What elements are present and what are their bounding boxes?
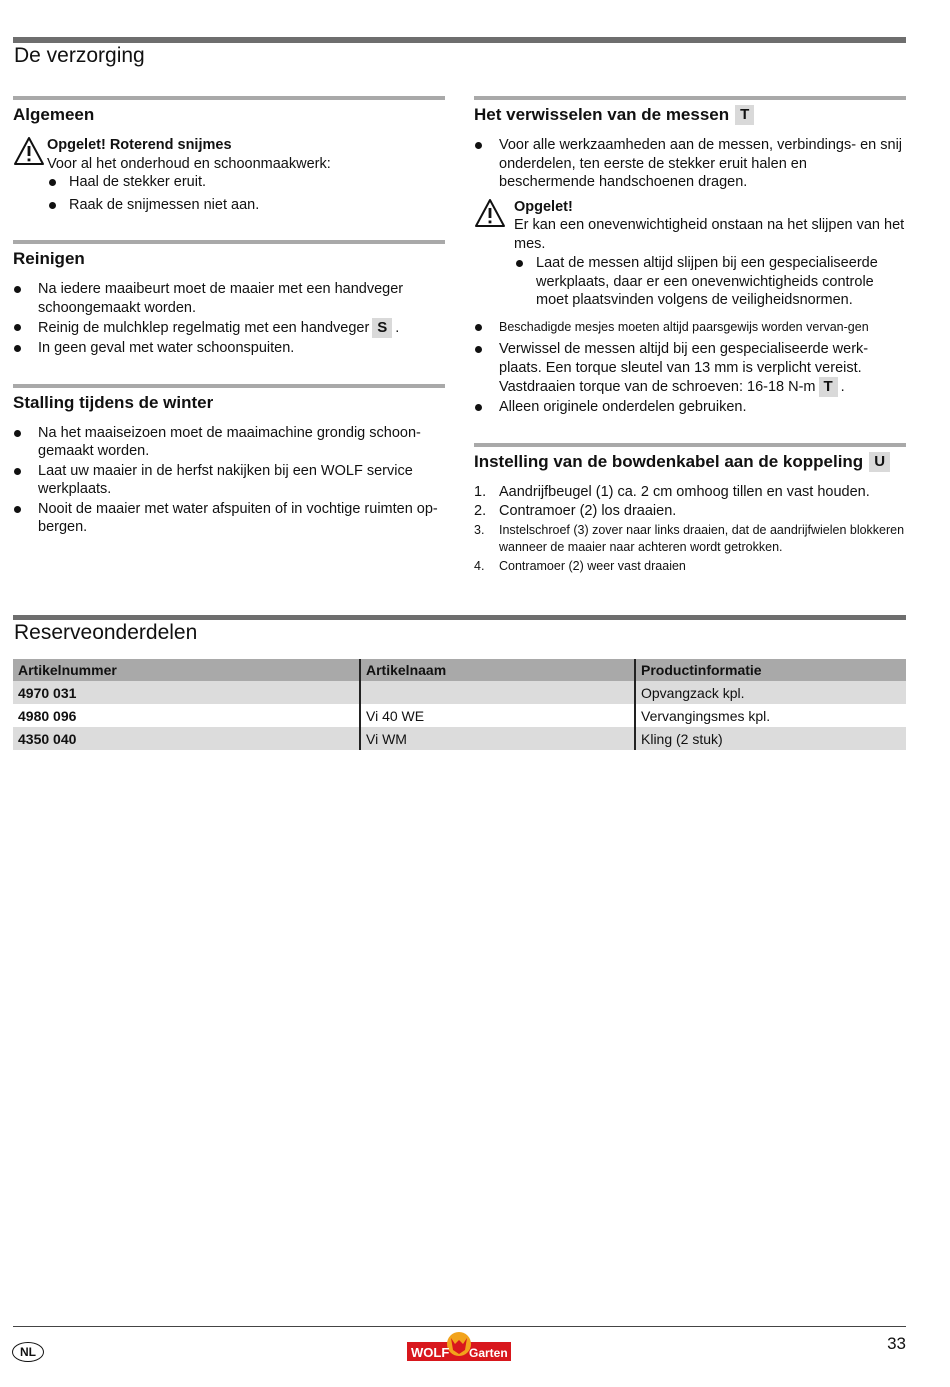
list-item: Laat de messen altijd slijpen bij een gespecialiseerde werkplaats, daar er een onevenwichtigheids controle moet plaatsvinden volgens de veiligheidsnormen. [514, 254, 906, 310]
warning-text: Er kan een onevenwichtigheid onstaan na het slijpen van het mes. [514, 217, 905, 252]
warning-content [514, 198, 906, 310]
list-item: Laat uw maaier in de herfst nakijken bij een WOLF service werkplaats. [13, 462, 445, 499]
list-item-text: Verwissel de messen altijd bij een gespecialiseerde werk-plaats. Een torque sleutel van 13 mm is verplicht vereist. Vastdraaien torque van de schroeven: 16-18 N-m [499, 341, 869, 395]
table-row [13, 681, 906, 704]
article-name: Vi WM [360, 727, 635, 750]
article-name: Vi 40 WE [360, 704, 635, 727]
product-info: Opvangzack kpl. [635, 681, 906, 704]
column-header: Productinformatie [635, 659, 906, 681]
step-number: 3. [474, 522, 485, 537]
warning-list [47, 173, 445, 214]
figure-ref-badge: U [869, 452, 890, 472]
figure-ref-badge: S [372, 318, 392, 338]
table-header-row [13, 659, 906, 681]
section-rule [13, 96, 445, 100]
list-item: Beschadigde mesjes moeten altijd paarsgewijs worden vervan-gen [474, 318, 906, 337]
column-header: Artikelnummer [13, 659, 360, 681]
section-rule [13, 240, 445, 244]
list-item-text: Reinig de mulchklep regelmatig met een handveger [38, 320, 370, 336]
warning-title: Opgelet! Roterend snijmes [47, 137, 232, 153]
language-badge: NL [12, 1342, 44, 1362]
step-text: Contramoer (2) weer vast draaien [499, 558, 686, 573]
figure-ref-badge: T [819, 377, 838, 397]
step-number: 4. [474, 558, 485, 573]
step-number: 1. [474, 483, 487, 500]
warning-title: Opgelet! [514, 198, 573, 215]
warning-icon [13, 136, 47, 214]
step-item [474, 483, 906, 502]
list-item: Nooit de maaier met water afspuiten of in vochtige ruimten op-bergen. [13, 500, 445, 537]
list-item: In geen geval met water schoonspuiten. [13, 339, 445, 358]
article-number: 4350 040 [13, 727, 360, 750]
section-title [474, 104, 906, 126]
right-column [474, 96, 906, 595]
footer-rule [13, 1326, 906, 1327]
reserve-title: Reserveonderdelen [14, 621, 198, 644]
article-number: 4970 031 [13, 681, 360, 704]
step-item [474, 502, 906, 521]
section-title [474, 451, 906, 473]
messen-list-2 [474, 318, 906, 417]
bowden-steps [474, 483, 906, 576]
list-item: Na iedere maaibeurt moet de maaier met een handveger schoongemaakt worden. [13, 280, 445, 317]
list-item: Voor alle werkzaamheden aan de messen, verbindings- en snij onderdelen, ten eerste de stekker eruit halen en beschermende handschoenen dragen. [474, 136, 906, 192]
section-bowden [474, 443, 906, 576]
messen-list [474, 136, 906, 192]
header-rule [13, 37, 906, 43]
section-rule [13, 384, 445, 388]
logo-text-right: Garten [469, 1346, 508, 1360]
page-number: 33 [887, 1334, 906, 1353]
section-title-text: Instelling van de bowdenkabel aan de koppeling [474, 451, 864, 471]
step-item [474, 558, 906, 576]
section-title [13, 392, 445, 414]
step-text: Aandrijfbeugel (1) ca. 2 cm omhoog tillen en vast houden. [499, 483, 870, 500]
page-title: De verzorging [14, 44, 145, 67]
product-info: Kling (2 stuk) [635, 727, 906, 750]
section-rule [474, 443, 906, 447]
section-messen [474, 96, 906, 417]
warning-block [474, 198, 906, 310]
list-item [13, 318, 445, 338]
wolf-garten-logo [407, 1330, 511, 1362]
stalling-list [13, 424, 445, 537]
step-text: Instelschroef (3) zover naar links draaien, dat de aandrijfwielen blokkeren wanneer de maaier naar achteren wordt getrokken. [499, 522, 905, 554]
figure-ref-badge: T [735, 105, 754, 125]
warning-text: Voor al het onderhoud en schoonmaakwerk: [47, 155, 331, 172]
article-number: 4980 096 [18, 707, 77, 724]
list-item-text: . [840, 379, 845, 395]
list-item [474, 340, 906, 397]
step-text: Contramoer (2) los draaien. [499, 503, 677, 519]
section-title-text: Het verwisselen van de messen [474, 105, 730, 124]
section-title [13, 248, 445, 270]
table-row [13, 727, 906, 750]
warning-content [47, 136, 445, 214]
warning-list [514, 254, 906, 310]
section-title-text: Reinigen [13, 249, 85, 268]
section-title [13, 104, 445, 126]
warning-icon [474, 198, 508, 310]
logo-text-left: WOLF [411, 1345, 450, 1360]
list-item: Raak de snijmessen niet aan. [47, 196, 445, 215]
step-item [474, 522, 906, 557]
list-item: Alleen originele onderdelen gebruiken. [474, 398, 906, 417]
column-header: Artikelnaam [360, 659, 635, 681]
section-title-text: Algemeen [13, 105, 95, 124]
table-row [13, 704, 906, 727]
list-item: Haal de stekker eruit. [47, 173, 445, 192]
reserve-rule [13, 615, 906, 620]
warning-block [13, 136, 445, 214]
section-algemeen [13, 96, 445, 214]
section-title-text: Stalling tijdens de winter [13, 392, 214, 412]
section-stalling [13, 384, 445, 537]
step-number: 2. [474, 503, 487, 519]
article-name [360, 681, 635, 704]
section-reinigen [13, 240, 445, 358]
product-info: Vervangingsmes kpl. [635, 704, 906, 727]
list-item-text: . [395, 320, 400, 336]
list-item: Na het maaiseizoen moet de maaimachine grondig schoon-gemaakt worden. [13, 424, 445, 461]
reinigen-list [13, 280, 445, 358]
section-rule [474, 96, 906, 100]
left-column [13, 96, 445, 557]
parts-table [13, 659, 906, 750]
